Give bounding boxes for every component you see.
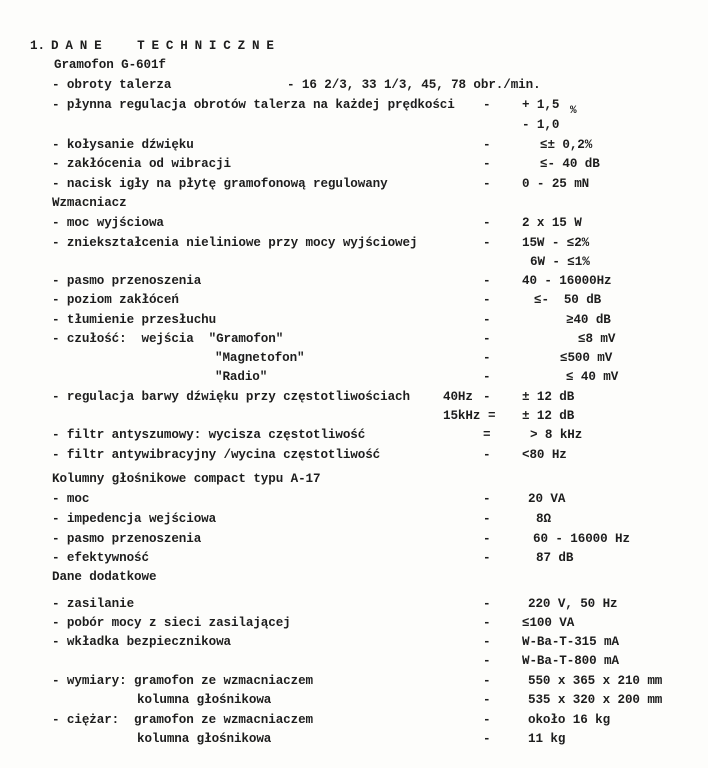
tone-control-label: - regulacja barwy dźwięku przy częstotliwościach [52, 390, 410, 404]
dimensions-value-2: 535 x 320 x 200 mm [528, 693, 663, 707]
dimensions-dash-1: - [483, 674, 491, 688]
weight-label: - ciężar: gramofon ze wzmacniaczem [52, 713, 314, 727]
sensitivity-radio-label: "Radio" [215, 370, 268, 384]
efficiency-dash: - [483, 551, 491, 565]
speed-value: - 16 2/3, 33 1/3, 45, 78 obr./min. [287, 78, 541, 92]
crosstalk-label: - tłumienie przesłuchu [52, 313, 217, 327]
impedance-dash: - [483, 512, 491, 526]
impedance-value: 8Ω [536, 512, 551, 526]
supply-dash: - [483, 597, 491, 611]
noise-value: ≤- 50 dB [534, 293, 602, 307]
amp-power-value: 2 x 15 W [522, 216, 582, 230]
sensitivity-value-magnetofon: ≤500 mV [560, 351, 613, 365]
tone-freq-15khz: 15kHz [443, 409, 481, 423]
thd-dash: - [483, 236, 491, 250]
weight-label-2: kolumna głośnikowa [137, 732, 272, 746]
stylus-force-value: 0 - 25 mN [522, 177, 590, 191]
fuse-value-2: W-Ba-T-800 mA [522, 654, 619, 668]
efficiency-label: - efektywność [52, 551, 149, 565]
crosstalk-dash: - [483, 313, 491, 327]
thd-value-15w: 15W - ≤2% [522, 236, 590, 250]
wow-value: ≤± 0,2% [540, 138, 593, 152]
hiss-filter-dash: = [483, 428, 491, 442]
hiss-filter-value: > 8 kHz [530, 428, 583, 442]
speaker-power-dash: - [483, 492, 491, 506]
supply-label: - zasilanie [52, 597, 135, 611]
tone-dash-2: = [488, 409, 496, 423]
rumble-label: - zakłócenia od wibracji [52, 157, 231, 171]
sensitivity-dash-1: - [483, 332, 491, 346]
wow-label: - kołysanie dźwięku [52, 138, 194, 152]
amp-band-dash: - [483, 274, 491, 288]
crosstalk-value: ≥40 dB [566, 313, 611, 327]
consumption-value: ≤100 VA [522, 616, 575, 630]
dimensions-dash-2: - [483, 693, 491, 707]
weight-value-2: 11 kg [528, 732, 566, 746]
amplifier-title: Wzmacniacz [52, 196, 127, 210]
impedance-label: - impedencja wejściowa [52, 512, 217, 526]
hiss-filter-label: - filtr antyszumowy: wycisza częstotliwość [52, 428, 366, 442]
fuse-dash-1: - [483, 635, 491, 649]
smooth-value-minus: - 1,0 [522, 118, 560, 132]
wow-dash: - [483, 138, 491, 152]
consumption-dash: - [483, 616, 491, 630]
rumble-filter-value: <80 Hz [522, 448, 567, 462]
fuse-label: - wkładka bezpiecznikowa [52, 635, 231, 649]
model-name: Gramofon G-601f [54, 58, 166, 72]
amp-band-value: 40 - 16000Hz [522, 274, 612, 288]
sensitivity-label: - czułość: wejścia "Gramofon" [52, 332, 284, 346]
smooth-dash: - [483, 98, 491, 112]
dimensions-value-1: 550 x 365 x 210 mm [528, 674, 663, 688]
smooth-value-plus: + 1,5 [522, 98, 560, 112]
dimensions-label-2: kolumna głośnikowa [137, 693, 272, 707]
dimensions-label: - wymiary: gramofon ze wzmacniaczem [52, 674, 314, 688]
tone-value-2: ± 12 dB [522, 409, 575, 423]
consumption-label: - pobór mocy z sieci zasilającej [52, 616, 291, 630]
sensitivity-value-radio: ≤ 40 mV [566, 370, 619, 384]
fuse-value-1: W-Ba-T-315 mA [522, 635, 619, 649]
sensitivity-magnetofon-label: "Magnetofon" [215, 351, 305, 365]
rumble-filter-dash: - [483, 448, 491, 462]
tone-value-1: ± 12 dB [522, 390, 575, 404]
sensitivity-dash-3: - [483, 370, 491, 384]
stylus-force-dash: - [483, 177, 491, 191]
rumble-value: ≤- 40 dB [540, 157, 600, 171]
thd-value-6w: 6W - ≤1% [530, 255, 590, 269]
section-number: 1. [30, 39, 45, 53]
speaker-band-label: - pasmo przenoszenia [52, 532, 202, 546]
supply-value: 220 V, 50 Hz [528, 597, 618, 611]
speed-label: - obroty talerza [52, 78, 172, 92]
efficiency-value: 87 dB [536, 551, 574, 565]
speaker-band-value: 60 - 16000 Hz [533, 532, 630, 546]
fuse-dash-2: - [483, 654, 491, 668]
weight-dash-1: - [483, 713, 491, 727]
rumble-filter-label: - filtr antywibracyjny /wycina częstotliwość [52, 448, 381, 462]
tone-freq-40hz: 40Hz [443, 390, 473, 404]
speaker-power-label: - moc [52, 492, 90, 506]
tone-dash-1: - [483, 390, 491, 404]
noise-dash: - [483, 293, 491, 307]
amp-power-label: - moc wyjściowa [52, 216, 164, 230]
speaker-band-dash: - [483, 532, 491, 546]
rumble-dash: - [483, 157, 491, 171]
weight-dash-2: - [483, 732, 491, 746]
smooth-unit: % [570, 105, 577, 117]
amp-power-dash: - [483, 216, 491, 230]
speakers-title: Kolumny głośnikowe compact typu A-17 [52, 472, 321, 486]
extra-title: Dane dodatkowe [52, 570, 157, 584]
weight-value-1: około 16 kg [528, 713, 611, 727]
stylus-force-label: - nacisk igły na płytę gramofonową regulowany [52, 177, 388, 191]
speaker-power-value: 20 VA [528, 492, 566, 506]
section-title: DANE TECHNICZNE [51, 39, 281, 53]
sensitivity-dash-2: - [483, 351, 491, 365]
thd-label: - zniekształcenia nieliniowe przy mocy wyjściowej [52, 236, 418, 250]
amp-band-label: - pasmo przenoszenia [52, 274, 202, 288]
noise-label: - poziom zakłóceń [52, 293, 179, 307]
sensitivity-value-gramofon: ≤8 mV [578, 332, 616, 346]
smooth-regulation-label: - płynna regulacja obrotów talerza na każdej prędkości [52, 98, 455, 112]
